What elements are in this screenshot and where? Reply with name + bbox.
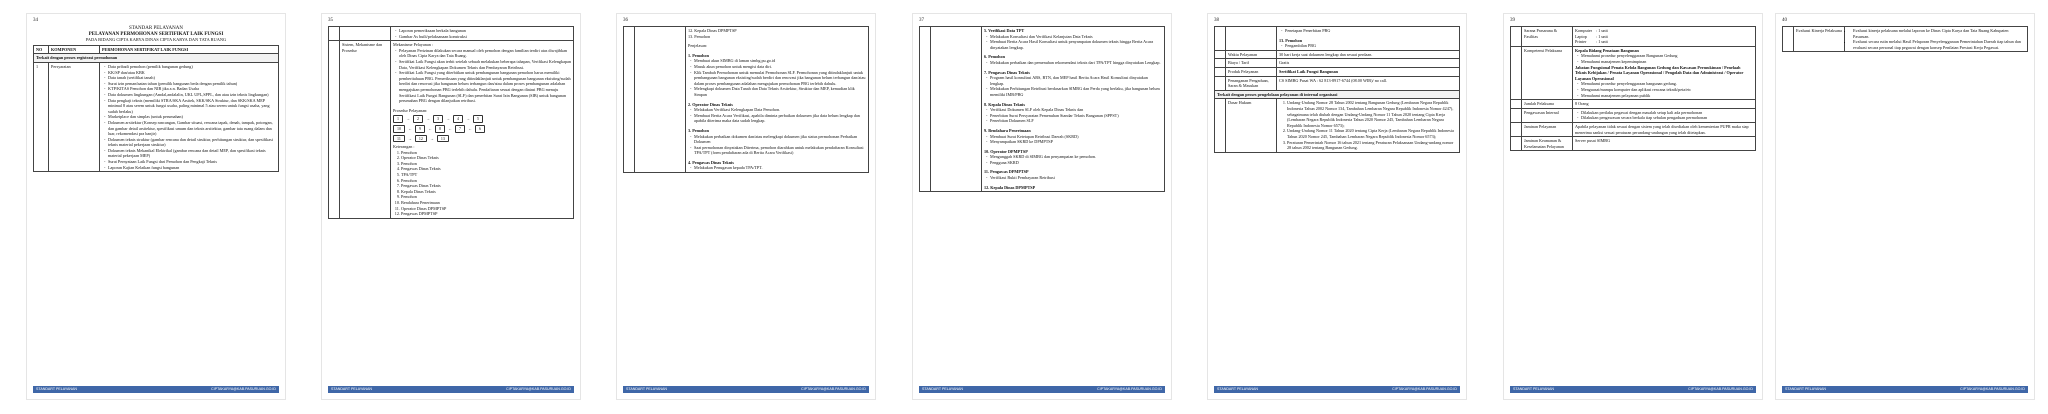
list-item: - Program hasil konsultasi ABS, BTN, dan MEP hasil Berita Acara Hasil Konsultasi dinyatakan lengkap.	[990, 75, 1162, 86]
page-body	[33, 26, 279, 383]
list-item: 4. Pengawas Dinas Teknis	[401, 166, 571, 172]
standard-table	[623, 26, 869, 173]
list-item: - Memahami manajemen kepemimpinan	[1581, 59, 1753, 65]
list-item: 5. TPA/TPT	[401, 172, 571, 178]
list-item: 3. Pemohon	[401, 161, 571, 167]
page-number: 36	[623, 18, 628, 23]
kompetensi-heading: Kepala Bidang Penataan Bangunan	[1575, 47, 1639, 53]
flow-box: 2	[413, 115, 423, 123]
row-label: Persyaratan	[49, 62, 100, 171]
list-item: - KTP/KITAS Pemohon dan NIB jika a.n. Badan Usaha	[108, 86, 276, 92]
row-value: CS SIMBG Pusat WA : 62 813-8917-6744 (08.00 WIB)/ no call.	[1277, 76, 1460, 90]
list-item: - Melakukan Verifikasi Kelengkapan Data Pemohon.	[694, 107, 866, 113]
list-item: - Data dokumen lingkungan (Amdal,andalalin, UKL UPL,SPPL, dan atau izin teknis lingkungan)	[108, 92, 276, 98]
flow-box: 11	[393, 135, 405, 143]
row-label: Penanganan Pengaduan, Saran & Masukan	[1226, 76, 1277, 90]
arrow-right-icon: →	[407, 135, 412, 141]
evaluasi-list	[1847, 28, 2025, 50]
arrow-right-icon: →	[426, 116, 430, 122]
step-list	[688, 58, 866, 97]
footer-right: CIPTAKARYA@KAB.PASURUAN.GO.ID	[801, 387, 866, 391]
step-heading: 9. Bendahara Penerimaan	[984, 127, 1031, 133]
th-komponen: KOMPONEN	[49, 45, 100, 54]
flow-box: 5	[473, 115, 483, 123]
penjelasan-cell	[982, 27, 1165, 192]
arrow-left-icon: ←	[448, 125, 452, 131]
footer-left: STANDART PELAYANAN	[626, 387, 668, 391]
row-value: Server pusat SIMBG	[1573, 137, 1756, 151]
list-item: 3. Peraturan Pemerintah Nomor 16 tahun 2021 tentang Peraturan Pelaksanaan Undang-undang nomor 28 tahun 2002 tentang Bangunan Gedung.	[1287, 140, 1457, 151]
keterangan-list	[393, 150, 571, 217]
mekanisme-list	[393, 48, 571, 104]
step-heading: 12. Kepala Dinas DPMPTSP	[984, 184, 1036, 190]
list-item: - Membuat Berita Acara Verifikasi, apabila diminta perbaikan dokumen jika data belum lengkap dan apabila diterima maka data sudah lengkap.	[694, 113, 866, 124]
list-item: 11. Operator Dinas DPMPTSP	[401, 206, 571, 212]
page-number: 38	[1214, 18, 1219, 23]
list-item: - Penerbitan Surat Persyaratan Pemenuhan Standar Teknis Bangunan (SPPST)	[990, 113, 1162, 119]
document-page-37	[913, 14, 1171, 399]
list-item: - Penetapan Penerbitan PBG	[1285, 28, 1457, 34]
standard-table	[919, 26, 1165, 192]
list-item: - Dilakukan perilaku pegawai dengan masalah setup kali ada permohonan	[1581, 110, 1753, 116]
footer-right: CIPTAKARYA@KAB.PASURUAN.GO.ID	[506, 387, 571, 391]
th-uraian: PERMOHONAN SERTIFIKAT LAIK FUNGSI	[100, 45, 279, 54]
document-page-39	[1504, 14, 1762, 399]
list-item: - Pengguna SKRD	[990, 160, 1162, 166]
step-heading: 11. Pengawas DPMPTSP	[984, 169, 1029, 175]
list-item: - Memahami prosedur penyelenggaraan bangunan gedung.	[1581, 81, 1753, 87]
document-page-40	[1776, 14, 2034, 399]
footer-left: STANDART PELAYANAN	[1217, 387, 1259, 391]
standard-table	[328, 26, 574, 219]
list-item: - Penerbitan Dokumen SLF	[990, 118, 1162, 124]
page-footer	[1782, 386, 2028, 393]
list-item: - Dokumen arsitektur (Konsep rancangan, Gambar situasi, rencana tapak, denah, tampak, potongan, dan gambar detail arsitektur, spesifikasi umum dan teknis arsitektur, gambar tata ruang dalam dan luar, rekomendasi pra banjir)	[108, 120, 276, 137]
list-item: 6. Pemohon	[401, 178, 571, 184]
kompetensi-heading: Jabatan Fungsional Penata Kelola Bangunan Gedung dan Kawasan Permukiman / Penelaah Teknis Kebijakan / Penata Layanan Operasional / Pengolah Data dan Administrasi / Operator Layanan Operasional	[1575, 64, 1744, 81]
step-line: 12. Kepala Dinas DPMPTSP	[688, 28, 737, 33]
list-item: - Mengunggah SKRD di SIMBG dan penyampaian ke pemohon.	[990, 154, 1162, 160]
list-item: 1. Undang-Undang Nomor 28 Tahun 2002 tentang Bangunan Gedung (Lembaran Negara Republik Indonesia Tahun 2002 Nomor 134, Tambahan Lembaran Negara Republik Indonesia Nomor 4247), sebagaimana telah diubah dengan Undang-Undang Nomor 11 Tahun 2020 tentang Cipta Kerja (Lembaran Negara Republik Indonesia Tahun 2020 Nomor 245, Tambahan Lembaran Negara Republik Indonesia Nomor 6573);	[1287, 100, 1457, 128]
doc-subtitle-2: PADA BIDANG CIPTA KARYA DINAS CIPTA KARYA DAN TATA RUANG	[85, 37, 227, 43]
list-item: 7. Pengawas Dinas Teknis	[401, 183, 571, 189]
row-label: Biaya / Tarif	[1226, 59, 1277, 68]
list-item: 10. Bendahara Penerimaan	[401, 200, 571, 206]
list-item: - KK/SP dan/atau KBK	[108, 70, 276, 76]
top-list	[393, 28, 571, 39]
page-footer	[1214, 386, 1460, 393]
page-number: 39	[1510, 18, 1515, 23]
mekanisme-intro: Mekanisme Pelayanan :	[393, 42, 434, 48]
step-line: 13. Pemohon	[688, 33, 711, 39]
list-item: - Melakukan perbaikan dan pemenuhan rekomendasi teknis dari TPA/TPT hingga dinyatakan Lengkap.	[990, 60, 1162, 66]
step-heading: 7. Pengawas Dinas Teknis	[984, 69, 1030, 75]
flow-row-3	[393, 135, 571, 143]
footer-left: STANDART PELAYANAN	[922, 387, 964, 391]
step-heading: 13. Pemohon	[1279, 37, 1303, 43]
footer-right: CIPTAKARYA@KAB.PASURUAN.GO.ID	[1688, 387, 1753, 391]
page-number: 34	[33, 18, 38, 23]
flow-box: 12	[415, 135, 427, 143]
list-item: - Surat Pernyataan Laik Fungsi dari Pemohon dan Pengkaji Teknis	[108, 159, 276, 165]
flow-box: 4	[453, 115, 463, 123]
row-value: 30 hari kerja saat dokumen lengkap dan sesuai perdaan.	[1277, 50, 1460, 59]
step-heading: 5. Verifikasi Data TPT	[984, 28, 1025, 33]
step-heading: 6. Pemohon	[984, 54, 1005, 60]
list-item: - Melakukan perbaikan dokumen dan/atau melengkapi dokumen jika status permohonan Perbaikan Dokumen	[694, 134, 866, 145]
standard-table	[1510, 26, 1756, 151]
list-item: - Membuat Surat Ketetapan Retribusi Daerah (SKRD)	[990, 134, 1162, 140]
footer-left: STANDART PELAYANAN	[1785, 387, 1827, 391]
footer-left: STANDART PELAYANAN	[331, 387, 373, 391]
row-value: 8 Orang	[1573, 100, 1756, 109]
page-footer	[1510, 386, 1756, 393]
document-page-38	[1208, 14, 1466, 399]
list-item: - Membuat akun SIMBG di laman simbg.pu.go.id	[694, 58, 866, 64]
list-item: 8. Kepala Dinas Teknis	[401, 189, 571, 195]
flow-row-2	[393, 125, 571, 133]
row-label: Dasar Hukum	[1226, 99, 1277, 152]
step-heading: 8. Kepala Dinas Teknis	[984, 101, 1025, 107]
list-item: 9. Pemohon	[401, 194, 571, 200]
flow-box: 6	[475, 125, 485, 133]
list-item: 1. Pemohon	[401, 150, 571, 156]
document-page-34	[27, 14, 285, 399]
page-number: 37	[919, 18, 924, 23]
row-label: Sistem, Mekanisme dan Prosedur	[340, 41, 391, 219]
list-item: - Marketplace dan simplas (untuk perumahan)	[108, 114, 276, 120]
list-item: - Melengkapi dokumen Data Tanah dan Data Teknis Arsitektur, Struktur dan MEP, kemudian klik Simpan	[694, 86, 866, 97]
flow-row-1	[393, 115, 571, 123]
list-item: - Surat izin pemanfaatan tahun (pemilik bangunan beda dengan pemilik tahun)	[108, 81, 276, 87]
row-label: Jumlah Pelaksana	[1522, 100, 1573, 109]
list-item: - Laporan pemeriksaan berkala bangunan	[399, 28, 571, 34]
arrow-right-icon: →	[429, 135, 434, 141]
footer-left: STANDART PELAYANAN	[1513, 387, 1555, 391]
row-value: Sertifikat Laik Fungsi Bangunan	[1277, 67, 1460, 76]
arrow-right-icon: →	[446, 116, 450, 122]
list-item: - Melakukan Penugasan kepada TPA/TPT.	[694, 165, 866, 171]
list-item: - Memahami prosedur penyelenggaraan Bangunan Gedung	[1581, 53, 1753, 59]
row-number: 1	[34, 62, 49, 171]
arrow-left-icon: ←	[408, 125, 412, 131]
row-label: Waktu Pelayanan	[1226, 50, 1277, 59]
flow-box: 1	[393, 115, 403, 123]
list-item: • Evaluasi kinerja pelaksana melalui laporan ke Dinas Cipta Karya dan Tata Ruang Kabupaten Pasuruan.	[1853, 28, 2025, 39]
persyaratan-list-cell	[100, 62, 279, 171]
list-item: - Klik Tambah Permohonan untuk memulai Permohonan SLF. Permohonan yang ditindaklanjuti untuk pembangunan bangunan eksisting/sudah berdiri dan renovasi jika bangunan belum terbangun dan/atau dalam proses pembangunan adalahan mengajukan permohonan PBG terlebih dahulu.	[694, 70, 866, 87]
page-body	[1510, 26, 1756, 383]
arrow-right-icon: →	[406, 116, 410, 122]
list-item: - Membuat Berita Acara Hasil Konsultasi untuk penyampaian dokumen teknis hingga Berita Acara dinyatakan lengkap.	[990, 39, 1162, 50]
keterangan-label: Keterangan :	[393, 144, 415, 150]
page-footer	[328, 386, 574, 393]
step-heading: 4. Pengawas Dinas Teknis	[688, 159, 734, 165]
page-body	[1782, 26, 2028, 383]
step-heading: 10. Operator DPMPTSP	[984, 148, 1028, 154]
row-label: Sarana Prasarana & Fasilitas	[1522, 27, 1573, 47]
list-item: - Dilakukan pengawasan secara berkala tiap sebulan pengaduan permohonan	[1581, 115, 1753, 121]
step-list	[688, 107, 866, 124]
list-item: - Saat permohonan dinyatakan Diterima, pemohon diarahkan untuk melakukan pendaftaran Konsultasi TPA/TPT (form pendaftaran ada di Berita Acara Verifikasi)	[694, 145, 866, 156]
list-item: - Data tanah (sertifikat tanah)	[108, 75, 276, 81]
step-heading: 2. Operator Dinas Teknis	[688, 101, 733, 107]
page-footer	[919, 386, 1165, 393]
document-page-35	[322, 14, 580, 399]
step-heading: 1. Pemohon	[688, 52, 709, 58]
page-body	[1214, 26, 1460, 383]
doc-subtitle: PELAYANAN PERMOHONAN SERTIFIKAT LAIK FUNGSI	[88, 31, 224, 37]
flow-box: 13	[437, 135, 449, 143]
standard-table	[1214, 26, 1460, 153]
footer-left: STANDART PELAYANAN	[36, 387, 78, 391]
list-item: - Verifikasi Dokumen SLF oleh Kepala Dinas Teknis dan	[990, 107, 1162, 113]
footer-right: CIPTAKARYA@KAB.PASURUAN.GO.ID	[211, 387, 276, 391]
footer-right: CIPTAKARYA@KAB.PASURUAN.GO.ID	[1097, 387, 1162, 391]
list-item: - Pelayanan Perizinan dilakukan secara manual oleh pemohon dengan familian terdiri atas diwajibkan oleh Dinas Cipta Karya dan Tata Ruang.	[399, 48, 571, 59]
row-label: Pengawasan Internal	[1522, 108, 1573, 122]
sarana-list: Komputer : 1 unit Laptop : 1 unit Printer : 1 unit	[1575, 28, 1608, 45]
th-no: NO	[34, 45, 49, 54]
page-body	[919, 26, 1165, 383]
row-label: Kompetensi Pelaksana	[1522, 46, 1573, 99]
page-number: 35	[328, 18, 333, 23]
list-item: - Data pribadi pemohon (pemilik bangunan gedung)	[108, 64, 276, 70]
list-item: 2. Operator Dinas Teknis	[401, 155, 571, 161]
section-heading: Terkait dengan proses pengelolaan pelayanan di internal organisasi	[1215, 90, 1460, 99]
list-item: 2. Undang-Undang Nomor 11 Tahun 2020 tentang Cipta Kerja (Lembaran Negara Republik Indonesia Tahun 2020 Nomor 245, Tambahan Lembaran Negara Republik Indonesia Nomor 6573);	[1287, 128, 1457, 139]
list-item: • Evaluasi secara rutin melalui Hasil Pelaporan Penyelenggaraan Pemerintahan Daerah tiap tahun dan evaluasi secara personal tiap pegawai dengan konsep Penilaian Prestasi Kerja Pegawai.	[1853, 39, 2025, 50]
penjelasan-cell	[686, 27, 869, 173]
arrow-left-icon: ←	[428, 125, 432, 131]
flow-box: 3	[433, 115, 443, 123]
persyaratan-list	[102, 64, 276, 170]
row-value: Apabila pelayanan tidak sesuai dengan sistem yang telah disediakan oleh kementerian PUPR maka siap menerima sanksi sesuai peraturan perundang-undangan yang telah ditetapkan.	[1573, 122, 1756, 136]
flow-box: 9	[415, 125, 425, 133]
list-item: 12. Pengawas DPMPTSP	[401, 211, 571, 217]
footer-right: CIPTAKARYA@KAB.PASURUAN.GO.ID	[1960, 387, 2025, 391]
penjelasan-label: Penjelasan:	[688, 43, 708, 49]
arrow-right-icon: →	[466, 116, 470, 122]
list-item: - Gambar As built/pelaksanaan konstruksi	[399, 34, 571, 40]
page-footer	[623, 386, 869, 393]
arrow-left-icon: ←	[468, 125, 472, 131]
row-label: Jaminan Keamanan & Keselamatan Pelayanan	[1522, 137, 1573, 151]
dasar-hukum-list	[1279, 100, 1457, 150]
list-item: - Dokumen teknis Mekanikal Elektrikal (gambar rencana dan detail MEP, dan spesifikasi teknis material pekerjaan MEP)	[108, 148, 276, 159]
step-list	[688, 134, 866, 156]
step-heading: 3. Pemohon	[688, 127, 709, 133]
list-item: - Melakukan Konsultasi dan Verifikasi Kelanjutan Data Teknis	[990, 34, 1162, 40]
page-body	[623, 26, 869, 383]
page-body	[328, 26, 574, 383]
list-item: - Data pengkaji teknis (memiliki STRA/SKA Arsitek, SKK/SKA Struktur, dan SKK/SKA MEP minimal 8 atau serem untuk fungsi usaha, paling minimal 5 atau serem untuk fungsi usaha, yang sudah berlaku)	[108, 98, 276, 115]
list-item: - Masuk akun pemohon untuk mengisi data diri.	[694, 64, 866, 70]
doc-title: STANDAR PELAYANAN	[128, 26, 183, 31]
list-item: - Memahami manajemen pelayanan publik	[1581, 93, 1753, 99]
page-number: 40	[1782, 18, 1787, 23]
flow-box: 10	[393, 125, 405, 133]
page-footer	[33, 386, 279, 393]
row-label: Evaluasi Kinerja Pelaksana	[1794, 27, 1845, 52]
list-item: - Dokumen teknis struktur (gambar rencana dan detail struktur, perhitungan struktur, dan spesifikasi teknis material pekerjaan struktur)	[108, 137, 276, 148]
mekanisme-cell	[391, 41, 574, 219]
list-item: - Sertifikat Laik Fungsi yang diterbitkan untuk pembangunan bangunan pemohon harus memiliki pemberitahuan PBG. Pemeriksaan yang ditindaklanjuti untuk pembangunan bangunan eksisting/sudah berdiri dan renovasi jika bangunan belum terbangun dan/atau dalam proses pembangunan adalahan mengajukan permohonan PBG terlebih dahulu. Pendaftaran sesuai dengan diatasi PBG menuju Sertifikasi Laik Fungsi Bangunan (SLF) dan penerbitan Surat Izin Bangunan (SIB) untuk bangunan perumahan PBG dengan dilanjutkan retribusi.	[399, 70, 571, 104]
flow-box: 7	[455, 125, 465, 133]
list-item: - Laporan Kajian Kelaikan fungsi bangunan	[108, 165, 276, 171]
list-item: - Menyampaikan SKRD ke DPMPTSP	[990, 139, 1162, 145]
section-heading: Terkait dengan proses registrasi permohonan	[34, 54, 279, 63]
standard-table	[33, 45, 279, 172]
row-label: Jaminan Pelayanan	[1522, 122, 1573, 136]
standard-table	[1782, 26, 2028, 52]
list-item: - Verifikasi Bukti Pembayaran Retribusi	[990, 175, 1162, 181]
list-item: - Menguasai/mampu komputer dan aplikasi rencana teknik/peta/etc	[1581, 87, 1753, 93]
step-list	[688, 165, 866, 171]
document-page-36	[617, 14, 875, 399]
flow-label: Prosedur Pelayanan:	[393, 107, 428, 113]
list-item: - Sertifikat Laik Fungsi akan terbit setelah sebuah melakukan beberapa tahapan, Verifikasi Kelengkapan Data, Verifikasi Kelengkapan Dokumen Teknis dan Pembayaran Retribusi.	[399, 59, 571, 70]
list-item: - Melakukan Perhitungan Retribusi berdasarkan SIMBG dan Perda yang berlaku, jika bangunan belum memiliki IMB/PBG	[990, 86, 1162, 97]
flow-box: 8	[435, 125, 445, 133]
row-label: Produk Pelayanan	[1226, 67, 1277, 76]
list-item: - Pengambilan PBG	[1285, 43, 1457, 49]
footer-right: CIPTAKARYA@KAB.PASURUAN.GO.ID	[1392, 387, 1457, 391]
row-value: Gratis	[1277, 59, 1460, 68]
